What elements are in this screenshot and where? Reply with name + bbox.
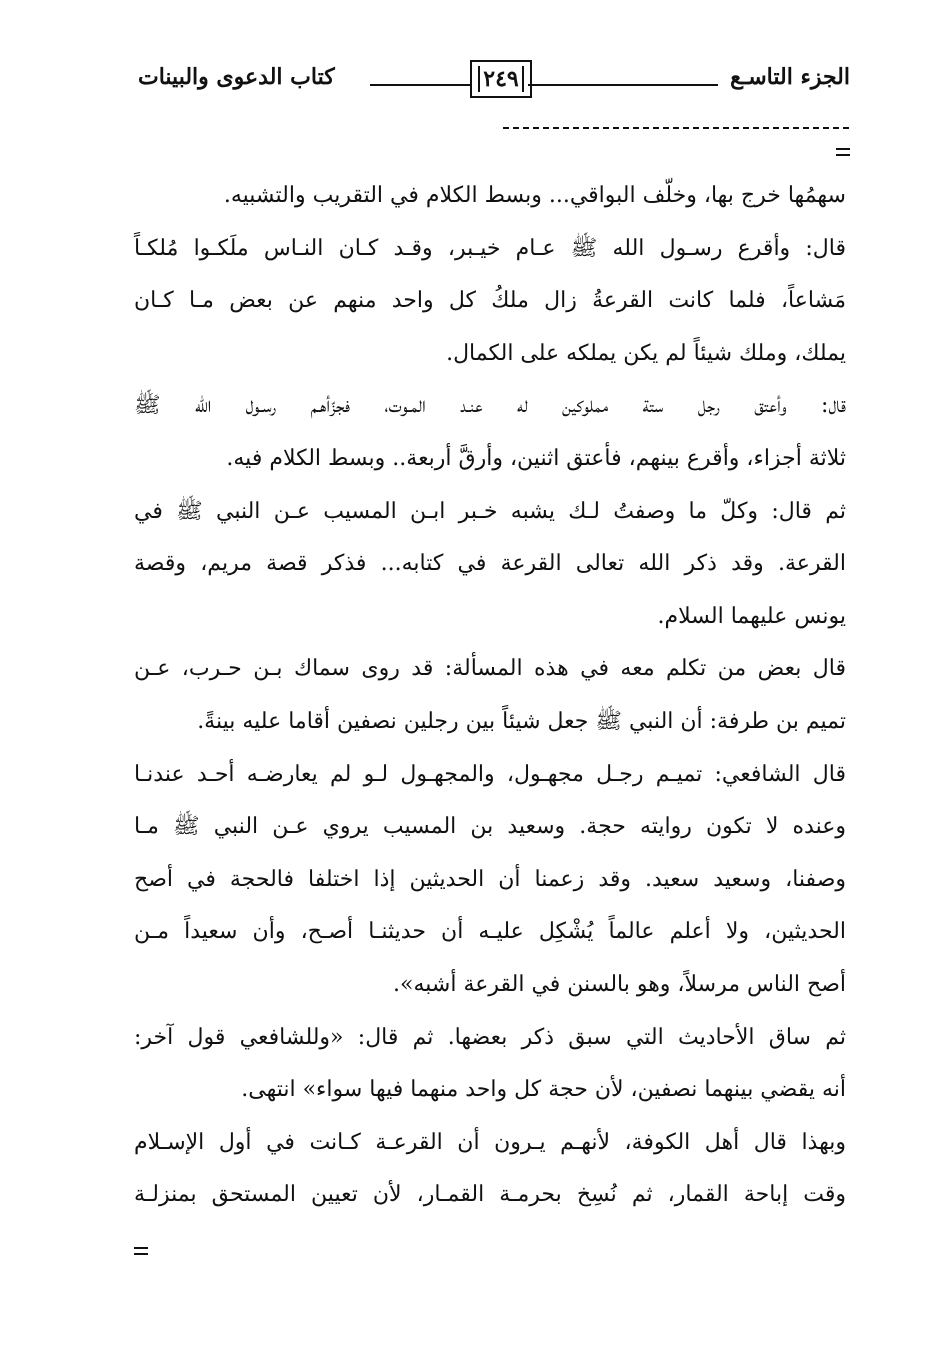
text-line: يملك، وملك شيئاً لم يكن يملكه على الكمال. — [446, 340, 846, 366]
body-text — [134, 170, 846, 1222]
text-line: ثم ساق الأحاديث التي سبق ذكر بعضها. ثم قال: «وللشافعي قول آخر: — [134, 1024, 846, 1050]
text-line: الحديثين، ولا أعلم عالماً يُشْكِل عليـه أن حديثنـا أصـح، وأن سعيداً مـن — [134, 919, 846, 945]
text-line: مَشاعاً، فلما كانت القرعةُ زال ملكُ كل واحد منهم عن بعض مـا كـان — [134, 288, 846, 314]
text-line: قال: وأعتق رجل ستة مملوكين له عنـد المـوت، فجزّأهـم رسـول الله ﷺ — [134, 393, 846, 419]
page-number-box — [470, 60, 532, 98]
book-title: كتاب الدعوى والبينات — [138, 64, 335, 90]
text-line: قال بعض من تكلم معه في هذه المسألة: قد روى سماك بـن حـرب، عـن — [134, 656, 846, 682]
text-line: وصفنا، وسعيد سعيد. وقد زعمنا أن الحديثين إذا اختلفا فالحجة في أصح — [134, 866, 846, 892]
volume-label: الجزء التاسـع — [730, 64, 850, 90]
text-line: القرعة. وقد ذكر الله تعالى القرعة في كتابه... فذكر قصة مريم، وقصة — [134, 551, 846, 577]
text-line: أنه يقضي بينهما نصفين، لأن حجة كل واحد منهما فيها سواء» انتهى. — [241, 1077, 846, 1103]
page-header — [138, 60, 850, 100]
text-line: وقت إباحة القمار، ثم نُسِخ بحرمـة القمـار، لأن تعيين المستحق بمنزلـة — [134, 1182, 846, 1208]
text-line: وبهذا قال أهل الكوفة، لأنهـم يـرون أن القرعـة كـانت في أول الإسـلام — [134, 1129, 846, 1155]
text-line: قال الشافعي: تميـم رجـل مجهـول، والمجهـول لـو لم يعارضـه أحـد عندنـا — [134, 761, 846, 787]
text-line: يونس عليهما السلام. — [657, 603, 846, 629]
page-number: ٢٤٩ — [483, 66, 519, 92]
continuation-mark-bottom — [134, 1247, 148, 1257]
text-line: سهمُها خرج بها، وخلّف البواقي... وبسط الكلام في التقريب والتشبيه. — [223, 183, 846, 208]
text-line: تميم بن طرفة: أن النبي ﷺ جعل شيئاً بين رجلين نصفين أقاما عليه بينةً. — [197, 708, 846, 734]
text-line: وعنده لا تكون روايته حجة. وسعيد بن المسيب يروي عـن النبي ﷺ مـا — [134, 814, 846, 840]
dashed-divider — [503, 127, 849, 129]
text-line: ثلاثة أجزاء، وأقرع بينهم، فأعتق اثنين، وأرقَّ أربعة.. وبسط الكلام فيه. — [226, 445, 846, 471]
text-line: قال: وأقرع رسـول الله ﷺ عـام خيـبر، وقـد كـان النـاس ملَكـوا مُلكـاً — [134, 235, 846, 261]
text-line: أصح الناس مرسلاً، وهو بالسنن في القرعة أشبه». — [393, 971, 846, 997]
text-line: ثم قال: وكلّ ما وصفتُ لـك يشبه خـبر ابـن المسيب عـن النبي ﷺ في — [134, 498, 846, 524]
header-rule-right — [528, 84, 718, 86]
header-rule-left — [370, 84, 472, 86]
continuation-mark-top — [836, 148, 850, 158]
